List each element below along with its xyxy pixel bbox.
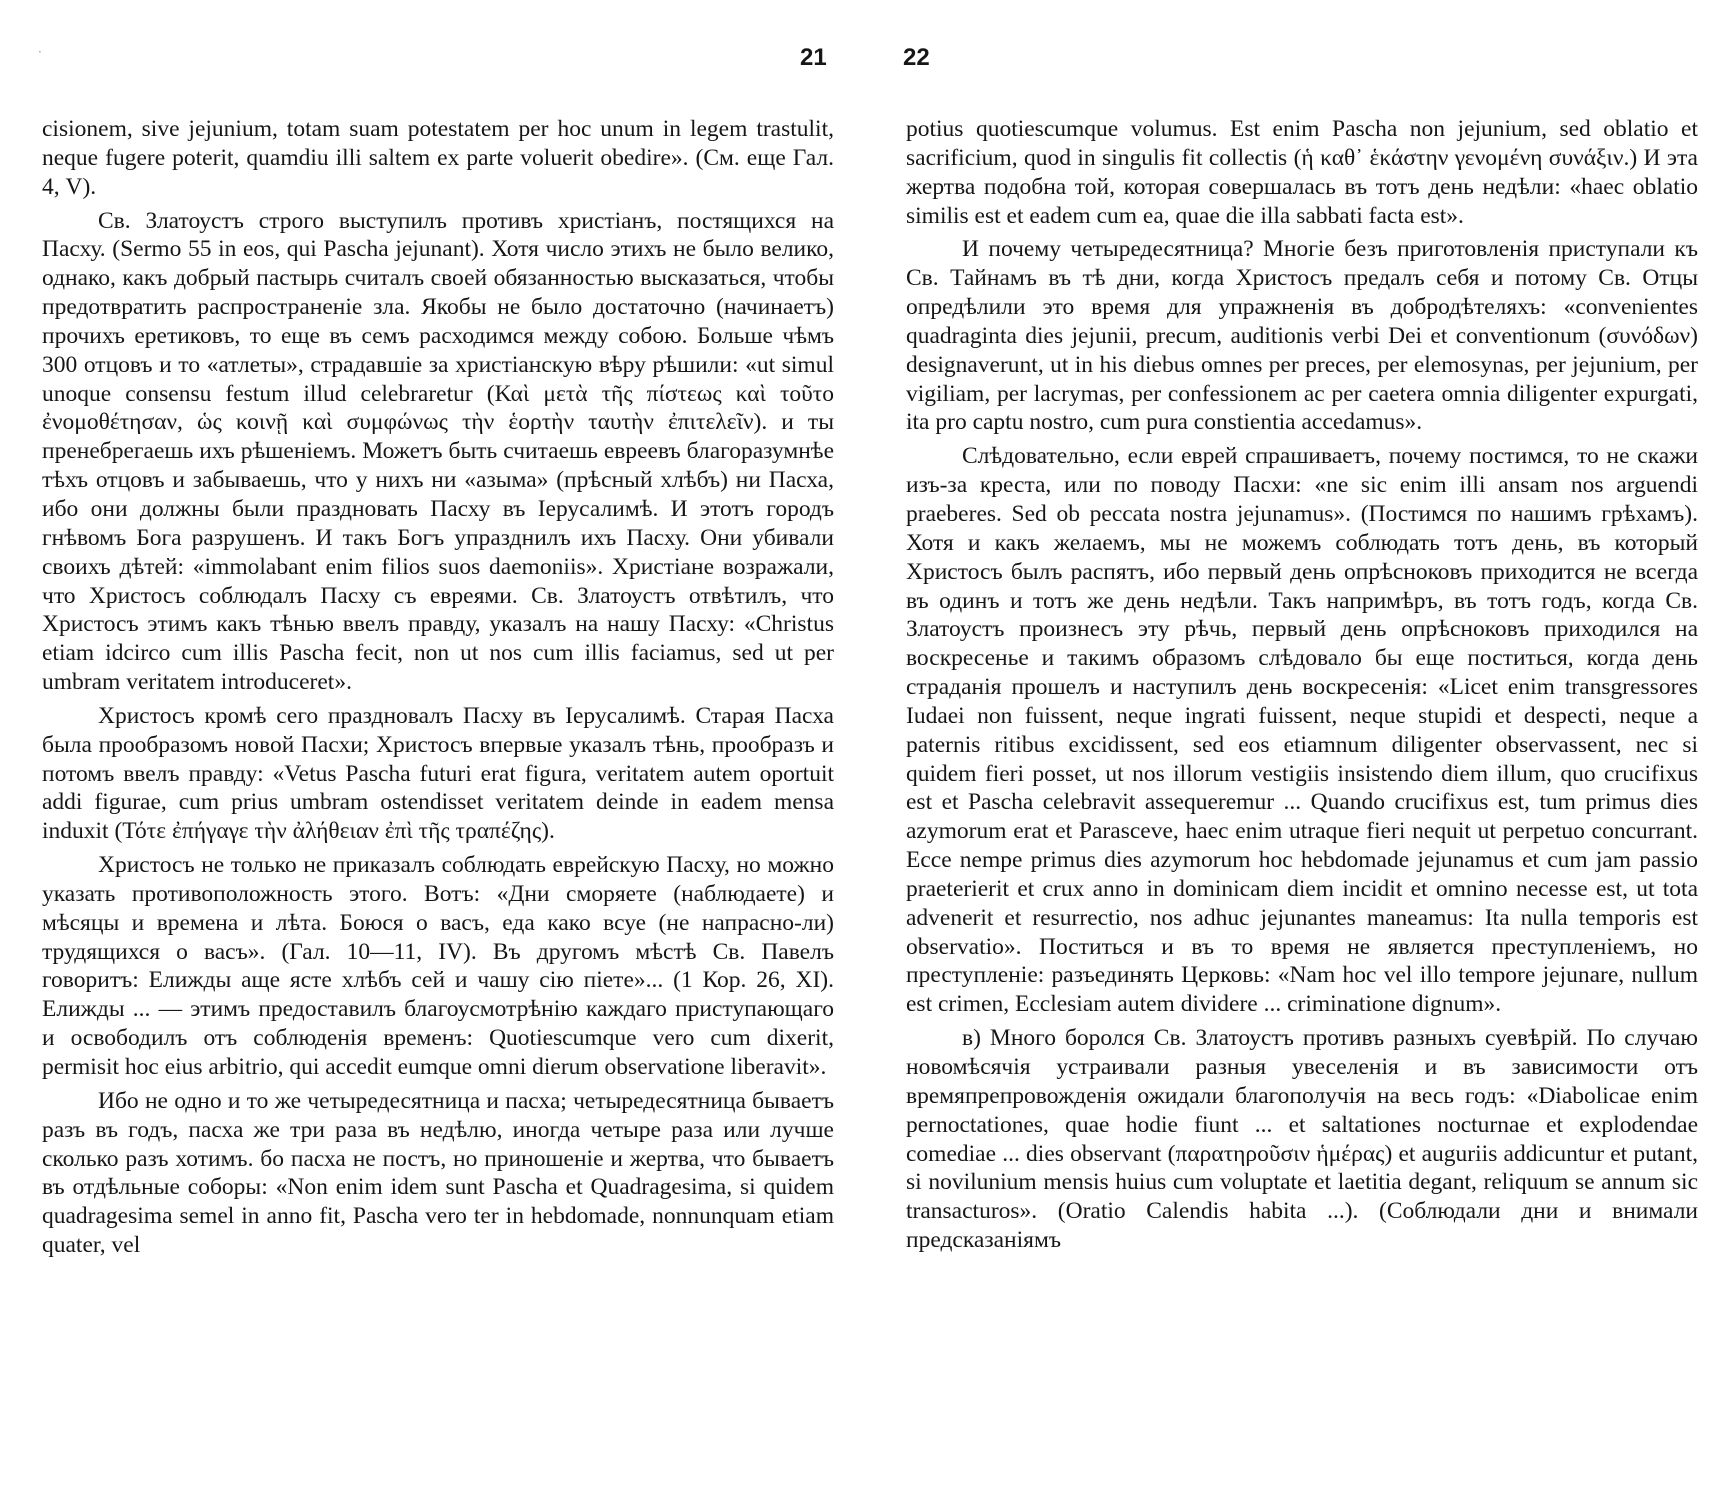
left-page-column (42, 115, 834, 1260)
paragraph: cisionem, sive jejunium, totam suam potestatem per hoc unum in legem trastulit, neque fugere poterit, quamdiu illi saltem ex parte voluerit obedire». (См. еще Гал. 4, V). (42, 116, 834, 200)
scan-speck: · (38, 45, 42, 59)
paragraph: Св. Златоустъ строго выступилъ противъ христіанъ, постящихся на Пасху. (Sermo 55 in eos, qui Pascha jejunant). Хотя число этихъ не было велико, однако, какъ добрый пастырь считалъ своей обязанностью высказаться, чтобы предотвратить распространеніе зла. Якобы не было достаточно (начинаетъ) прочихъ еретиковъ, то еще въ семъ расходимся между собою. Больше чѣмъ 300 отцовъ и то «атлеты», страдавшіе за христіанскую вѣру рѣшили: «ut simul unoque consensu festum illud celebraretur (Καὶ μετὰ τῆς πίστεως καὶ τοῦτο ἐνομοθέτησαν, ὡς κοινῇ καὶ συμφώνως τὴν ἑορτὴν ταυτὴν ἐπιτελεῖν). и ты пренебрегаешь ихъ рѣшеніемъ. Можетъ быть считаешь евреевъ благоразумнѣе тѣхъ отцовъ и забываешь, что у нихъ ни «азыма» (прѣсный хлѣбъ) ни Пасха, ибо они должны были праздновать Пасху въ Іерусалимѣ. И этотъ городъ гнѣвомъ Бога разрушенъ. И такъ Богъ упразднилъ ихъ Пасху. Они убивали своихъ дѣтей: «immolabant enim filios suos daemoniis». Христіане возражали, что Христосъ соблюдалъ Пасху съ евреями. Св. Златоустъ отвѣтилъ, что Христосъ этимъ какъ тѣнью ввелъ правду, указалъ на нашу Пасху: «Christus etiam idcirco cum illis Pascha fecit, non ut nos cum illis faciamus, sed ut per umbram veritatem introduceret». (42, 207, 834, 696)
page-number-left: 21 (800, 44, 827, 71)
page-number-right: 22 (903, 44, 930, 71)
paragraph: Слѣдовательно, если еврей спрашиваетъ, почему постимся, то не скажи изъ-за креста, или по поводу Пасхи: «ne sic enim illi ansam nos arguendi praeberes. Sed ob peccata nostra jejunamus». (Постимся по нашимъ грѣхамъ). Хотя и какъ желаемъ, мы не можемъ соблюдать тотъ день, въ который Христосъ былъ распятъ, ибо первый день опрѣсноковъ приходится не всегда въ одинъ и тотъ же день недѣли. Такъ напримѣръ, въ тотъ годъ, когда Св. Златоустъ произнесъ эту рѣчь, первый день опрѣсноковъ приходился на воскресенье и такимъ образомъ слѣдовало бы еще поститься, когда день страданія прошелъ и наступилъ день воскресенія: «Licet enim transgressores Iudaei non fuissent, neque ingrati fuissent, neque stupidi et despecti, neque a paternis ritibus excidissent, sed eos etiamnum diligenter observassent, nec si quidem fieri posset, ut nos illorum vestigiis insistendo diem illum, quo crucifixus est et Pascha celebravit assequeremur ... Quando crucifixus est, tum primus dies azymorum erat et Parasceve, haec enim utraque fieri nequit ut perpetuo concurrant. Ecce nempe primus dies azymorum hoc hebdomade jejunamus et cum jam passio praeterierit et crux anno in dominicam diem incidit et omnino necesse est, ut tota advenerit et resurrectio, nos adhuc jejunantes maneamus: Ita nulla temporis est observatio». Поститься и въ то время не является преступленіемъ, но преступленіе: разъединять Церковь: «Nam hoc vel illo tempore jejunare, nullum est crimen, Ecclesiam autem dividere ... criminatione dignum». (906, 443, 1698, 1018)
paragraph: И почему четыредесятница? Многіе безъ приготовленія приступали къ Св. Тайнамъ въ тѣ дни, когда Христосъ предалъ себя и потому Св. Отцы опредѣлили это время для упражненія въ добродѣтеляхъ: «convenientes quadraginta dies jejunii, precum, auditionis verbi Dei et conventionum (συνόδων) designaverunt, ut in his diebus omnes per preces, per elemosynas, per jejunium, per vigiliam, per lacrymas, per confessionem ac per caetera omnia diligenter expurgati, ita pro captu nostro, cum pura constientia accedamus». (906, 236, 1698, 436)
paragraph: potius quotiescumque volumus. Est enim Pascha non jejunium, sed oblatio et sacrificium, quod in singulis fit collectis (ἡ καθ᾽ ἑκάστην γενομένη συνάξιν.) И эта жертва подобна той, которая совершалась въ тотъ день недѣли: «haec oblatio similis est et eadem cum ea, quae die illa sabbati facta est». (906, 116, 1698, 229)
right-page-column (906, 115, 1698, 1255)
paragraph: Ибо не одно и то же четыредесятница и пасха; четыредесятница бываетъ разъ въ годъ, пасха же три раза въ недѣлю, иногда четыре раза или лучше сколько разъ хотимъ. бо пасха не постъ, но приношеніе и жертва, что бываетъ въ отдѣльные соборы: «Non enim idem sunt Pascha et Quadragesima, si quidem quadragesima semel in anno fit, Pascha vero ter in hebdomade, nonnunquam etiam quater, vel (42, 1087, 834, 1259)
paragraph: Христосъ кромѣ сего праздновалъ Пасху въ Іерусалимѣ. Старая Пасха была прообразомъ новой Пасхи; Христосъ впервые указалъ тѣнь, прообразъ и потомъ ввелъ правду: «Vetus Pascha futuri erat figura, veritatem autem oportuit addi figurae, cum prius umbram ostendisset veritatem deinde in eadem mensa induxit (Τότε ἐπήγαγε τὴν ἀλήθειαν ἐπὶ τῆς τραπέζης). (42, 702, 834, 845)
paragraph: Христосъ не только не приказалъ соблюдать еврейскую Пасху, но можно указать противоположность этого. Вотъ: «Дни сморяете (наблюдаете) и мѣсяцы и времена и лѣта. Боюся о васъ, еда како всуе (не напрасно-ли) трудящихся о васъ». (Гал. 10—11, IV). Въ другомъ мѣстѣ Св. Павелъ говоритъ: Елижды аще ясте хлѣбъ сей и чашу сію піете»... (1 Кор. 26, XI). Елижды ... — этимъ предоставилъ благоусмотрѣнію каждаго приступающаго и освободилъ отъ соблюденія временъ: Quotiescumque vero cum dixerit, permisit hoc eius arbitrio, qui accedit eumque omni dierum observatione liberavit». (42, 852, 834, 1080)
paragraph: в) Много боролся Св. Златоустъ противъ разныхъ суевѣрій. По случаю новомѣсячія устраивали разныя увеселенія и въ зависимости отъ времяпрепровожденія ожидали благополучія на весь годъ: «Diabolicae enim pernoctationes, quae hodie fiunt ... et saltationes nocturnae et explodendae comediae ... dies observant (παρατηροῦσιν ἡμέρας) et auguriis addicuntur et putant, si novilunium mensis huius cum voluptate et laetitia degant, reliquum se annum sic transacturos». (Oratio Calendis habita ...). (Соблюдали дни и внимали предсказаніямъ (906, 1025, 1698, 1254)
